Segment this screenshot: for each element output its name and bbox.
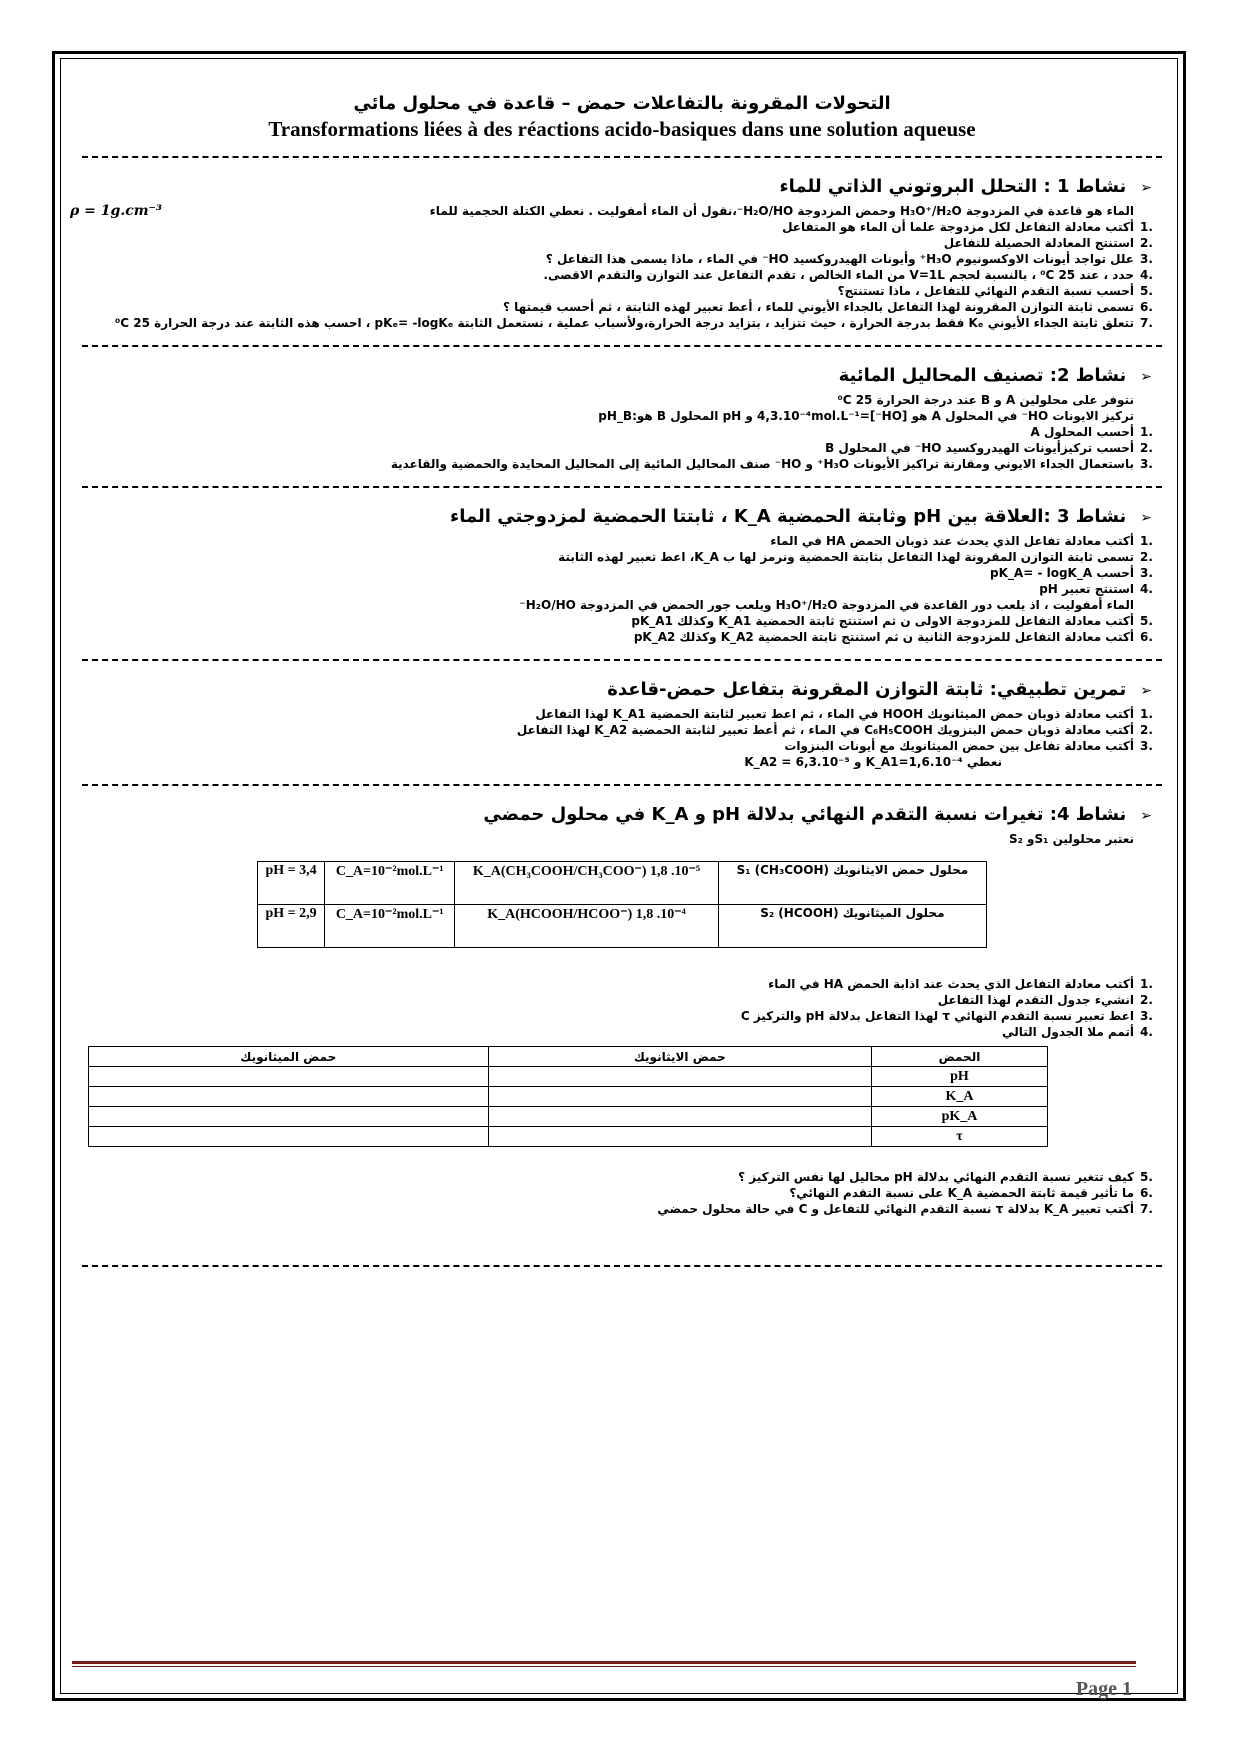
- activity-4-heading: ➢نشاط 4: تغيرات نسبة التقدم النهائي بدلالة pH و K_A في محلول حمضي: [483, 804, 1152, 825]
- list-item: .2 استنتج المعادلة الحصيلة للتفاعل: [943, 236, 1153, 250]
- fill-in-table: [88, 1046, 1048, 1147]
- table-cell: محلول حمض الايثانويك S₁ (CH₃COOH): [718, 862, 986, 905]
- list-item: .5 أحسب نسبة التقدم النهائي للتفاعل ، ماذا تستنتج؟: [837, 284, 1153, 298]
- divider: [82, 1265, 1162, 1267]
- list-item: .1 أكتب معادلة ذوبان حمض الميثانويك HOOH في الماء ، ثم اعط تعبير لثابتة الحمضية K_A1 لهذا التفاعل: [535, 707, 1153, 721]
- activity-1: [70, 174, 1162, 331]
- activity-1-heading: ➢نشاط 1 : التحلل البروتوني الذاتي للماء: [779, 176, 1152, 197]
- list-item: .4 أتمم ملا الجدول التالي: [1002, 1025, 1153, 1039]
- title-arabic: التحولات المقرونة بالتفاعلات حمض – قاعدة في محلول مائي: [353, 93, 891, 114]
- activity-3: [82, 504, 1162, 645]
- list-item: .1 أكتب معادلة تفاعل الذي يحدث عند ذوبان الحمض HA في الماء: [770, 534, 1153, 548]
- page-number: Page 1: [1075, 1678, 1132, 1700]
- table-cell: C_A=10⁻²mol.L⁻¹: [325, 862, 455, 905]
- exercise: [82, 677, 1162, 770]
- table-cell: محلول الميثانويك S₂ (HCOOH): [718, 905, 986, 948]
- activity-2-heading: ➢نشاط 2: تصنيف المحاليل المائية: [838, 365, 1152, 386]
- footer-rule-thin: [72, 1666, 1136, 1667]
- table-row: [258, 905, 987, 948]
- list-item: .3 اعط تعبير نسبة التقدم النهائي τ لهذا التفاعل بدلالة pH والتركيز C: [740, 1009, 1153, 1023]
- list-item: .6 ما تأثير قيمة ثابتة الحمضية K_A على نسبة التقدم النهائي؟: [789, 1186, 1153, 1200]
- list-item: .3 أكتب معادلة تفاعل بين حمض الميثانويك مع أيونات البنزوات: [784, 739, 1153, 753]
- list-item: .1 أكتب معادلة التفاعل لكل مزدوجة علما أن الماء هو المتفاعل: [782, 220, 1153, 234]
- table-header-cell: الحمض: [871, 1047, 1047, 1067]
- list-item: .2 تسمى ثابتة التوازن المقرونة لهذا التفاعل بثابتة الحمضية ونرمز لها ب K_A، اعط تعبير لهذه الثابتة: [558, 550, 1153, 564]
- exercise-heading: ➢تمرين تطبيقي: ثابتة التوازن المقرونة بتفاعل حمض-قاعدة: [607, 679, 1152, 700]
- list-item: .7 أكتب تعبير K_A بدلالة τ نسبة التقدم النهائي للتفاعل و C في حالة محلول حمضي: [657, 1202, 1153, 1216]
- divider: [82, 156, 1162, 158]
- density-value: ρ = 1g.cm⁻³: [70, 203, 163, 219]
- list-item: .2 انشيء جدول التقدم لهذا التفاعل: [937, 993, 1153, 1007]
- divider: [82, 486, 1162, 488]
- list-item: .2 أكتب معادلة ذوبان حمض البنزويك C₆H₅COOH في الماء ، ثم أعط تعبير لثابتة الحمضية K_A2 لهذا التفاعل: [516, 723, 1153, 737]
- table-cell: pK_A: [871, 1107, 1047, 1127]
- list-item: .5 أكتب معادلة التفاعل للمزدوجة الاولى ن ثم استنتج ثابتة الحمضية K_A1 وكذلك pK_A1: [631, 614, 1153, 628]
- list-item: .4 حدد ، عند 25 ⁰C ، بالنسبة لحجم V=1L من الماء الخالص ، تقدم التفاعل عند التوازن والتقدم الاقصى.: [543, 268, 1153, 282]
- activity-4: [82, 802, 1162, 1217]
- document-body: [70, 92, 1162, 1283]
- list-item: .1 أحسب المحلول A: [1030, 425, 1153, 439]
- table-cell: τ: [871, 1127, 1047, 1147]
- activity-2-intro-1: نتوفر على محلولين A و B عند درجة الحرارة 25 ⁰C: [837, 393, 1134, 407]
- table-row: [258, 862, 987, 905]
- divider: [82, 345, 1162, 347]
- table-cell: K_A(HCOOH/HCOO⁻) 1,8 .10⁻⁴: [455, 905, 718, 948]
- arrow-icon: ➢: [1140, 369, 1152, 385]
- table-header-row: [89, 1047, 1048, 1067]
- arrow-icon: ➢: [1140, 180, 1152, 196]
- table-cell: pH = 2,9: [258, 905, 325, 948]
- activity-2: [82, 363, 1162, 472]
- list-item: .7 تتعلق ثابتة الجداء الأيوني Kₑ فقط بدرجة الحرارة ، حيث تتزايد ، بتزايد درجة الحرارة،ولأسباب عملية ، نستعمل الثابتة pKₑ= -logKₑ ، احسب هذه الثابتة عند درجة الحرارة 25 ⁰C: [115, 316, 1153, 330]
- table-header-cell: حمض الايثانويك: [488, 1047, 871, 1067]
- arrow-icon: ➢: [1140, 510, 1152, 526]
- list-item: .5 كيف تتغير نسبة التقدم النهائي بدلالة pH محاليل لها نفس التركيز ؟: [738, 1170, 1153, 1184]
- table-cell-empty: [89, 1127, 489, 1147]
- divider: [82, 784, 1162, 786]
- activity-3-heading: ➢نشاط 3 :العلاقة بين pH وثابتة الحمضية K_A ، ثابتتا الحمضية لمزدوجتي الماء: [450, 506, 1152, 527]
- list-item: .6 تسمى ثابتة التوازن المقرونة لهذا التفاعل بالجداء الأيوني للماء ، أعط تعبير لهذه الثابتة ، ثم أحسب قيمتها ؟: [503, 300, 1153, 314]
- activity-4-intro: نعتبر محلولين S₁و S₂: [1008, 832, 1134, 846]
- table-cell-empty: [488, 1067, 871, 1087]
- activity-2-intro-2: تركيز الايونات HO⁻ في المحلول A هو [HO⁻]=4,3.10⁻⁴mol.L⁻¹ و pH المحلول B هو:pH_B: [598, 409, 1134, 423]
- table-cell: K_A: [871, 1087, 1047, 1107]
- solutions-table: [257, 861, 987, 948]
- table-row: [89, 1107, 1048, 1127]
- exercise-given: نعطي K_A1=1,6.10⁻⁴ و K_A2 = 6,3.10⁻⁵: [744, 755, 1002, 769]
- list-item: .3 علل تواجد أيونات الاوكسونيوم H₃O⁺ وأيونات الهيدروكسيد HO⁻ في الماء ، ماذا يسمى هذا التفاعل ؟: [545, 252, 1153, 266]
- table-cell: pH: [871, 1067, 1047, 1087]
- table-row: [89, 1067, 1048, 1087]
- divider: [82, 659, 1162, 661]
- table-cell-empty: [488, 1127, 871, 1147]
- table-row: [89, 1127, 1048, 1147]
- list-item: .6 أكتب معادلة التفاعل للمزدوجة الثانية ن ثم استنتج ثابتة الحمضية K_A2 وكذلك pK_A2: [633, 630, 1153, 644]
- list-item: .4 استنتج تعبير pH: [1039, 582, 1153, 596]
- table-cell: C_A=10⁻²mol.L⁻¹: [325, 905, 455, 948]
- table-cell: pH = 3,4: [258, 862, 325, 905]
- activity-3-note: الماء أمفوليت ، اذ يلعب دور القاعدة في المزدوجة H₃O⁺/H₂O ويلعب جور الحمض في المزدوجة H₂O/HO⁻: [519, 598, 1134, 612]
- activity-1-intro: الماء هو قاعدة في المزدوجة H₃O⁺/H₂O وحمض المزدوجة H₂O/HO⁻،نقول أن الماء أمفوليت . نعطي الكتلة الحجمية للماء ρ = 1g.cm⁻³: [70, 203, 1134, 219]
- list-item: .3 أحسب pK_A= - logK_A: [990, 566, 1153, 580]
- list-item: .3 باستعمال الجداء الايوني ومقارنة تراكيز الأيونات H₃O⁺ و HO⁻ صنف المحاليل المائية إلى المحاليل المحايدة والحمضية والقاعدية: [390, 457, 1153, 471]
- table-cell: K_A(CH₃COOH/CH₃COO⁻) 1,8 .10⁻⁵: [455, 862, 718, 905]
- list-item: .2 أحسب تركيزأيونات الهيدروكسيد HO⁻ في المحلول B: [825, 441, 1153, 455]
- table-cell-empty: [488, 1107, 871, 1127]
- list-item: .1 أكتب معادلة التفاعل الذي يحدث عند اذابة الحمض HA في الماء: [768, 977, 1153, 991]
- arrow-icon: ➢: [1140, 808, 1152, 824]
- footer-rule: [72, 1661, 1136, 1664]
- table-header-cell: حمض الميثانويك: [89, 1047, 489, 1067]
- arrow-icon: ➢: [1140, 683, 1152, 699]
- table-row: [89, 1087, 1048, 1107]
- table-cell-empty: [89, 1067, 489, 1087]
- table-cell-empty: [89, 1107, 489, 1127]
- table-cell-empty: [488, 1087, 871, 1107]
- table-cell-empty: [89, 1087, 489, 1107]
- title-french: Transformations liées à des réactions acido-basiques dans une solution aqueuse: [268, 117, 976, 141]
